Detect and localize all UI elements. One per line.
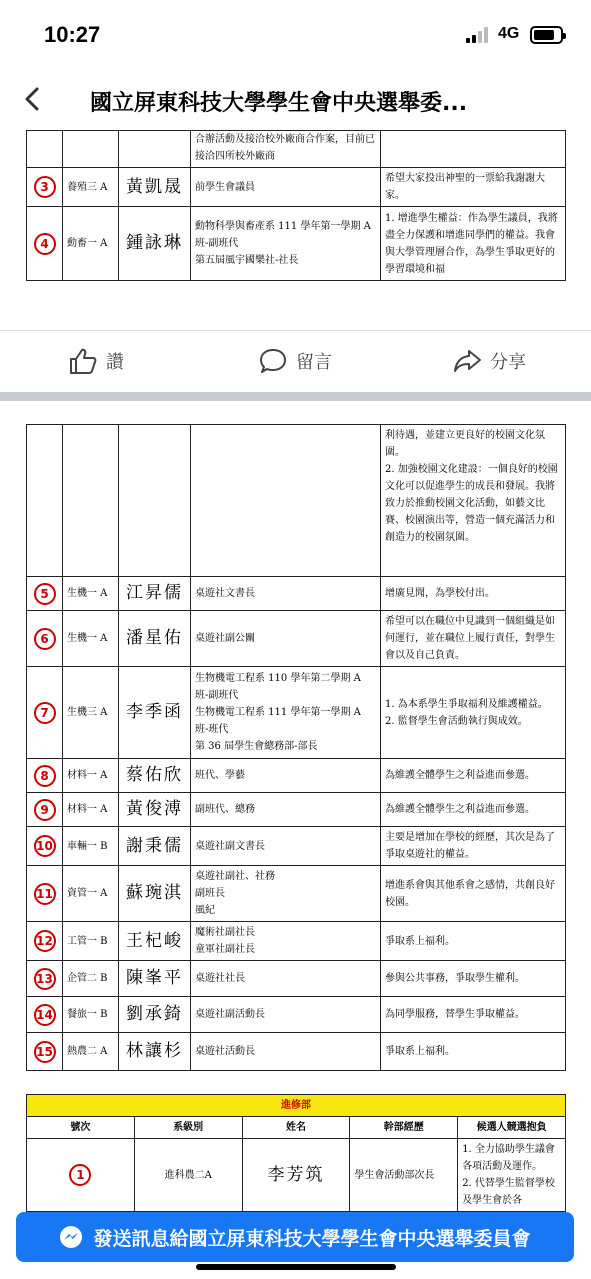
page-title: 國立屏東科技大學學生會中央選舉委...: [90, 91, 468, 116]
section-title: 進修部: [27, 1095, 566, 1117]
back-arrow-icon[interactable]: [18, 84, 48, 114]
experience-cell: 合辦活動及接洽校外廠商合作案，目前已接洽四所校外廠商: [191, 131, 381, 168]
table-row: 7 生機三 A 李季函 生物機電工程系 110 學年第二學期 A 班-副班代 生物機電工程系 111 學年第一學期 A 班-班代 第 36 屆學生會總務部-部長 1. 為本系學生爭取福利及維護權益。 2. 監督學生會活動執行與成效。: [27, 667, 566, 759]
post-actions: [0, 330, 591, 392]
comment-icon: [258, 347, 288, 375]
nav-header: [0, 70, 591, 130]
goal-cell: 利待遇，並建立更良好的校園文化氛圍。 2. 加強校園文化建設：一個良好的校園文化可以促進學生的成長和發展。我將致力於推動校園文化活動，如藝文比賽、校園演出等，營造一個充滿活力和創造力的校園氛圍。: [381, 425, 566, 577]
table-row: 9 材料一 A 黃俊溥 副班代、總務 為維護全體學生之利益進而參選。: [27, 793, 566, 827]
section-divider: [0, 392, 591, 401]
document-image-top: [26, 130, 566, 281]
share-button[interactable]: 分享: [452, 347, 526, 375]
table-row: 4 動畜一 A 鍾詠琳 動物科學與畜產系 111 學年第一學期 A 班-副班代 第五屆風宇國樂社-社長 1. 增進學生權益：作為學生議員，我將盡全力保護和增進同學們的權益。我會與大學管理層合作，為學生爭取更好的學習環境和福: [27, 207, 566, 281]
table-row: 12 工管一 B 王杞峻 魔術社副社長 童軍社副社長 爭取系上福利。: [27, 922, 566, 961]
home-indicator: [196, 1264, 396, 1270]
comment-button[interactable]: 留言: [258, 347, 332, 375]
messenger-icon: [59, 1225, 83, 1249]
send-message-button[interactable]: 發送訊息給國立屏東科技大學學生會中央選舉委員會: [16, 1212, 574, 1262]
document-image-main: [26, 424, 566, 1071]
table-row: 6 生機一 A 潘星佑 桌遊社副公關 希望可以在職位中見識到一個組織是如何運行，並在職位上履行責任，對學生會以及自己負責。: [27, 611, 566, 667]
network-label: 4G: [498, 25, 520, 42]
table-row: 10 車輛一 B 謝秉儒 桌遊社副文書長 主要是增加在學校的經歷，其次是為了爭取桌遊社的權益。: [27, 827, 566, 866]
status-bar: [0, 0, 591, 70]
table-row: 14 餐旅一 B 劉承錡 桌遊社副活動長 為同學服務，替學生爭取權益。: [27, 997, 566, 1033]
table-row: 11 資管一 A 蘇琬淇 桌遊社副社、社務 副班長 風紀 增進系會與其他系會之感情，共創良好校園。: [27, 866, 566, 922]
battery-icon: [530, 26, 563, 44]
clock: 10:27: [44, 22, 101, 47]
table-row: 15 熱農二 A 林讓杉 桌遊社活動長 爭取系上福利。: [27, 1033, 566, 1071]
thumbs-up-icon: [68, 347, 98, 375]
document-image-bottom: [26, 1094, 566, 1212]
share-icon: [452, 347, 482, 375]
table-row: 1 進科農二A 李芳筑 學生會活動部次長 1. 全力協助學生議會各項活動及運作。 2. 代替學生監督學校及學生會於各: [27, 1139, 566, 1212]
signal-icon: [466, 27, 492, 43]
table-row: 5 生機一 A 江昇儒 桌遊社文書長 增廣見聞，為學校付出。: [27, 577, 566, 611]
table-row: 8 材料一 A 蔡佑欣 班代、學藝 為維護全體學生之利益進而參選。: [27, 759, 566, 793]
table-row: 13 企管二 B 陳峯平 桌遊社社長 參與公共事務，爭取學生權利。: [27, 961, 566, 997]
like-button[interactable]: 讚: [68, 347, 124, 375]
table-header: 號次 系級別 姓名 幹部經歷 候選人競選抱負: [27, 1117, 566, 1139]
table-row: 3 養殖三 A 黃凱晟 前學生會議員 希望大家投出神聖的一票給我謝謝大家。: [27, 168, 566, 207]
